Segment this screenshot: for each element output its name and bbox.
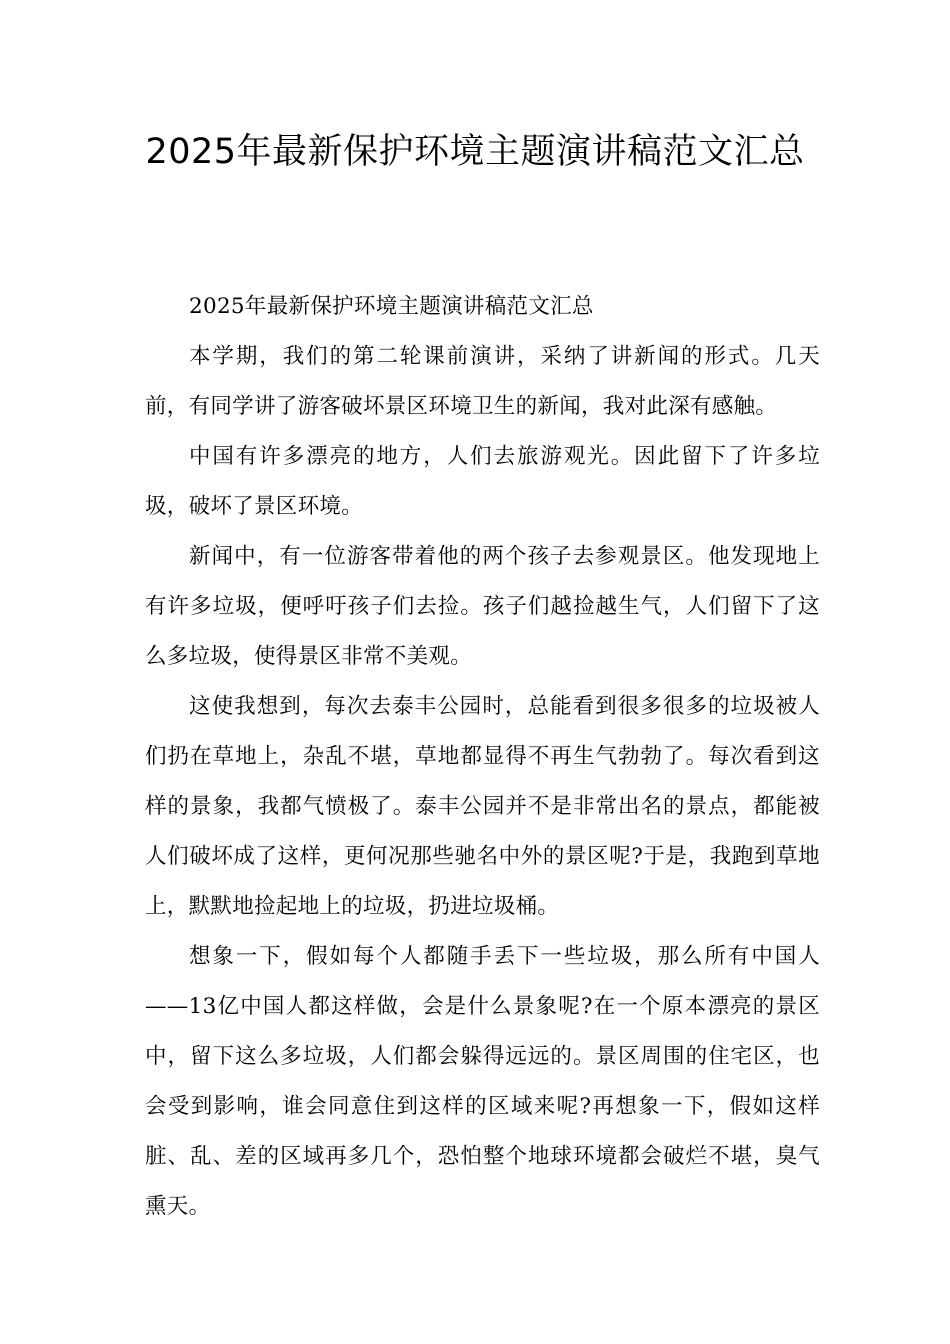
paragraph-2: 中国有许多漂亮的地方，人们去旅游观光。因此留下了许多垃圾，破坏了景区环境。 <box>145 444 820 519</box>
paragraph-4: 这使我想到，每次去泰丰公园时，总能看到很多很多的垃圾被人们扔在草地上，杂乱不堪，草地都显得不再生气勃勃了。每次看到这样的景象，我都气愤极了。泰丰公园并不是非常出名的景点，都能被人们破坏成了这样，更何况那些驰名中外的景区呢?于是，我跑到草地上，默默地捡起地上的垃圾，扔进垃圾桶。 <box>145 694 820 919</box>
paragraph-5: 想象一下，假如每个人都随手丢下一些垃圾，那么所有中国人——13亿中国人都这样做，会是什么景象呢?在一个原本漂亮的景区中，留下这么多垃圾，人们都会躲得远远的。景区周围的住宅区，也会受到影响，谁会同意住到这样的区域来呢?再想象一下，假如这样脏、乱、差的区域再多几个，恐怕整个地球环境都会破烂不堪，臭气熏天。 <box>145 944 820 1219</box>
paragraph-1: 本学期，我们的第二轮课前演讲，采纳了讲新闻的形式。几天前，有同学讲了游客破坏景区环境卫生的新闻，我对此深有感触。 <box>145 344 820 419</box>
document-body <box>145 282 820 1232</box>
document-title: 2025年最新保护环境主题演讲稿范文汇总 <box>145 132 805 172</box>
paragraph-subtitle: 2025年最新保护环境主题演讲稿范文汇总 <box>189 294 594 319</box>
paragraph-3: 新闻中，有一位游客带着他的两个孩子去参观景区。他发现地上有许多垃圾，便呼吁孩子们去捡。孩子们越捡越生气，人们留下了这么多垃圾，使得景区非常不美观。 <box>145 544 820 669</box>
